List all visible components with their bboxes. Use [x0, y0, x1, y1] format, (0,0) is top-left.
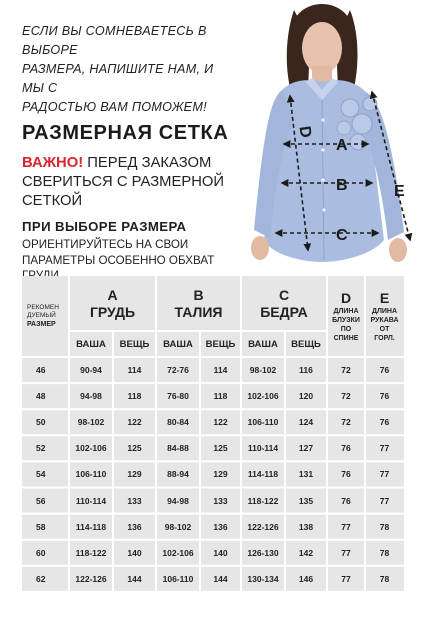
table-cell: 77 — [341, 521, 351, 532]
header-rek-line: ДУЕМЫЙ — [27, 312, 56, 320]
measure-a-label: A — [336, 137, 348, 154]
table-cell: 142 — [298, 547, 314, 558]
table-cell: 110-114 — [247, 443, 279, 454]
measure-c-label: C — [336, 227, 348, 244]
subheader-yours: ВАША — [248, 338, 278, 350]
table-cell: 130-134 — [247, 573, 279, 584]
table-cell: 77 — [341, 547, 351, 558]
header-rek-line: РАЗМЕР — [27, 320, 56, 328]
table-cell: 140 — [127, 547, 142, 558]
table-cell: 116 — [299, 365, 313, 376]
table-cell: 126-130 — [247, 547, 279, 558]
header-sleeve-length — [365, 276, 404, 357]
table-cell: 94-98 — [167, 495, 189, 506]
header-e-line: ГОРЛ. — [374, 335, 395, 342]
table-cell: 78 — [379, 573, 390, 584]
table-cell: 118-122 — [247, 495, 279, 506]
measure-d-label: D — [295, 125, 314, 139]
table-cell: 90-94 — [80, 365, 102, 376]
table-cell: 136 — [213, 521, 228, 532]
table-cell: 76 — [341, 443, 351, 454]
table-cell: 76 — [379, 365, 390, 376]
table-cell: 129 — [213, 469, 228, 480]
table-cell-size: 54 — [36, 469, 46, 480]
measure-b-label: B — [336, 177, 348, 194]
table-cell: 122-126 — [247, 521, 279, 532]
table-cell: 77 — [379, 469, 390, 480]
header-e-line: ОТ — [379, 326, 390, 333]
model-photo — [232, 0, 424, 270]
table-cell-size: 56 — [36, 495, 46, 506]
table-cell: 136 — [127, 521, 142, 532]
subheader-item: ВЕЩЬ — [205, 338, 236, 350]
table-cell: 127 — [298, 443, 314, 454]
table-cell: 120 — [298, 391, 314, 402]
table-cell: 133 — [127, 495, 142, 506]
intro-line: РАЗМЕРА, НАПИШИТЕ НАМ, И МЫ С — [22, 62, 214, 95]
header-letter: А — [107, 286, 118, 303]
subheader-item: ВЕЩЬ — [119, 338, 150, 350]
warning-label: ВАЖНО! — [22, 155, 84, 171]
table-cell: 72-76 — [167, 365, 189, 376]
intro-text — [22, 22, 232, 117]
table-cell: 133 — [213, 495, 228, 506]
subheader-yours: ВАША — [76, 338, 106, 350]
table-cell: 102-106 — [162, 547, 194, 558]
measure-e-label: E — [394, 183, 405, 200]
table-cell: 78 — [379, 547, 390, 558]
header-waist — [156, 276, 241, 331]
table-cell: 106-110 — [75, 469, 107, 480]
header-letter: С — [278, 286, 290, 303]
table-cell: 140 — [213, 547, 228, 558]
table-cell: 78 — [379, 521, 390, 532]
table-cell: 114 — [213, 365, 228, 376]
header-name: БЕДРА — [260, 303, 308, 320]
choose-heading: ПРИ ВЫБОРЕ РАЗМЕРА — [22, 219, 187, 234]
table-cell: 125 — [127, 443, 142, 454]
table-cell-size: 60 — [36, 547, 46, 558]
table-cell: 76-80 — [167, 391, 189, 402]
size-table — [22, 276, 404, 592]
table-cell: 80-84 — [167, 417, 189, 428]
table-cell: 76 — [341, 495, 351, 506]
table-cell: 98-102 — [249, 365, 277, 376]
table-cell: 106-110 — [162, 573, 194, 584]
table-cell-size: 62 — [36, 573, 46, 584]
warning-text: СЕТКОЙ — [22, 193, 83, 209]
header-back-length — [327, 276, 365, 357]
intro-line: РАДОСТЬЮ ВАМ ПОМОЖЕМ! — [22, 100, 207, 114]
table-cell: 118 — [213, 391, 228, 402]
table-cell: 118 — [127, 391, 142, 402]
table-cell: 102-106 — [75, 443, 107, 454]
header-name: ГРУДЬ — [89, 303, 136, 320]
header-letter: В — [193, 286, 204, 303]
header-d-line: БЛУЗКИ — [332, 317, 360, 324]
table-cell-size: 48 — [36, 391, 46, 402]
table-cell: 102-106 — [247, 391, 279, 402]
warning-text: ПЕРЕД ЗАКАЗОМ — [83, 155, 212, 171]
table-cell: 88-94 — [167, 469, 189, 480]
subheader-yours: ВАША — [163, 338, 193, 350]
table-cell: 72 — [341, 391, 351, 402]
table-cell: 72 — [341, 365, 351, 376]
table-cell-size: 52 — [36, 443, 46, 454]
table-cell: 144 — [127, 573, 142, 584]
table-cell: 98-102 — [164, 521, 192, 532]
table-cell: 122 — [213, 417, 228, 428]
table-cell: 131 — [298, 469, 314, 480]
header-letter: D — [340, 290, 352, 306]
table-cell: 122 — [127, 417, 142, 428]
header-name: ТАЛИЯ — [174, 303, 223, 320]
table-cell: 146 — [298, 573, 314, 584]
table-cell: 77 — [379, 495, 390, 506]
subheader-item: ВЕЩЬ — [291, 338, 321, 350]
table-cell: 118-122 — [75, 547, 107, 558]
model-illustration — [232, 0, 424, 270]
warning-block — [22, 154, 237, 211]
table-cell: 76 — [379, 417, 390, 428]
choose-line: ОРИЕНТИРУЙТЕСЬ НА СВОИ — [22, 238, 189, 251]
table-cell: 114 — [127, 365, 142, 376]
table-cell: 110-114 — [75, 495, 107, 506]
table-cell-size: 58 — [36, 521, 46, 532]
choose-line: ПАРАМЕТРЫ ОСОБЕННО ОБХВАТ — [22, 253, 215, 267]
table-cell: 98-102 — [77, 417, 105, 428]
table-cell: 76 — [341, 469, 351, 480]
table-cell: 129 — [127, 469, 142, 480]
table-cell-size: 50 — [36, 417, 46, 428]
table-cell: 106-110 — [247, 417, 279, 428]
table-cell: 124 — [298, 417, 314, 428]
table-cell-size: 46 — [36, 365, 46, 376]
table-cell: 122-126 — [75, 573, 107, 584]
intro-line: ЕСЛИ ВЫ СОМНЕВАЕТЕСЬ В ВЫБОРЕ — [22, 24, 207, 57]
table-cell: 114-118 — [247, 469, 279, 480]
header-e-line: ДЛИНА — [371, 308, 398, 315]
header-recommended-size — [22, 276, 69, 357]
table-cell: 77 — [379, 443, 390, 454]
table-cell: 94-98 — [80, 391, 102, 402]
header-chest — [69, 276, 156, 331]
warning-text: СВЕРИТЬСЯ С РАЗМЕРНОЙ — [22, 174, 225, 190]
table-cell: 125 — [213, 443, 228, 454]
table-cell: 72 — [341, 417, 351, 428]
header-letter: E — [379, 290, 390, 306]
header-e-line: РУКАВА — [370, 317, 399, 324]
table-cell: 114-118 — [75, 521, 107, 532]
header-d-line: ДЛИНА — [333, 308, 359, 315]
page-title: РАЗМЕРНАЯ СЕТКА — [22, 122, 229, 144]
table-cell: 144 — [213, 573, 228, 584]
header-rek-line: РЕКОМЕН — [27, 303, 59, 311]
table-cell: 138 — [298, 521, 314, 532]
table-cell: 77 — [341, 573, 351, 584]
table-cell: 84-88 — [167, 443, 189, 454]
table-cell: 76 — [379, 391, 390, 402]
table-cell: 135 — [298, 495, 314, 506]
header-hips — [241, 276, 327, 331]
header-d-line: ПО — [340, 326, 352, 333]
header-d-line: СПИНЕ — [333, 335, 359, 342]
